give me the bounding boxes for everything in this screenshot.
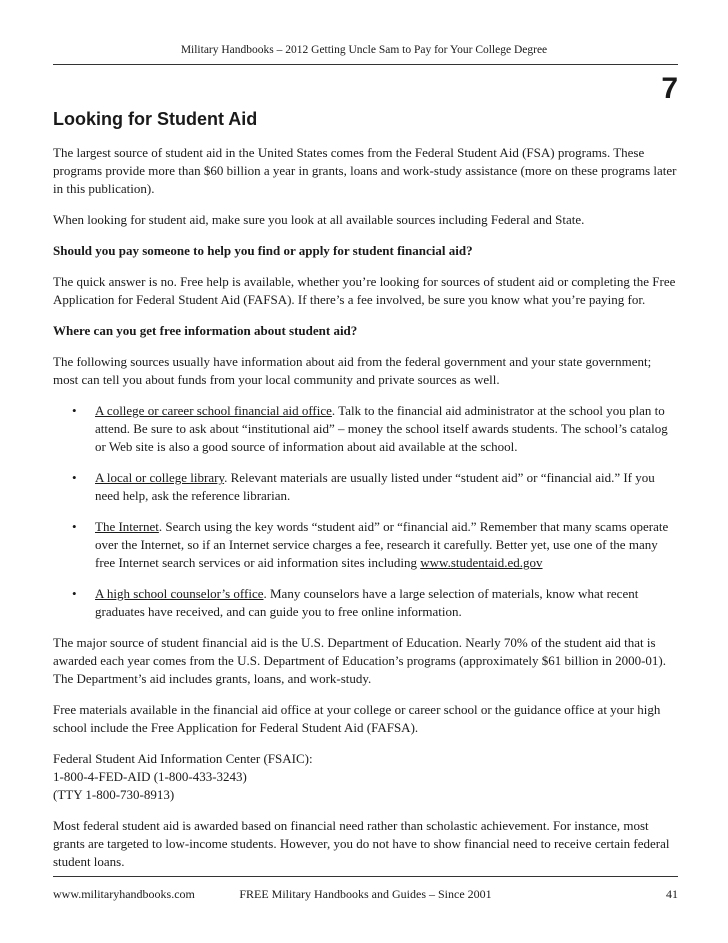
free-materials-paragraph: Free materials available in the financial aid office at your college or career school or the guidance office at your high school include the Free Application for Federal Student Aid (FAFSA). [53, 702, 661, 735]
body-content [53, 144, 678, 884]
aid-sources-list [53, 402, 678, 621]
list-item-text: . Search using the key words “student aid” or “financial aid.” Remember that many scams operate over the Internet, so if an Internet service charges a fee, research it carefully. Better yet, use one of the many free Internet search services or aid information sites including [95, 519, 669, 570]
footer-website: www.militaryhandbooks.com [53, 887, 195, 901]
sources-paragraph: When looking for student aid, make sure you look at all available sources including Federal and State. [53, 212, 585, 227]
financial-need-paragraph: Most federal student aid is awarded based on financial need rather than scholastic achievement. For instance, most grants are targeted to low-income students. However, you do not have to show financial need to receive certain federal student loans. [53, 818, 670, 869]
bullet-icon: • [72, 519, 77, 534]
fsaic-name: Federal Student Aid Information Center (FSAIC): [53, 751, 313, 766]
running-header: Military Handbooks – 2012 Getting Uncle Sam to Pay for Your College Degree [180, 44, 548, 56]
bullet-icon: • [72, 586, 77, 601]
list-item-text: . Many counselors have a large selection of materials, know what recent graduates have received, and can guide you to free online information. [95, 586, 639, 619]
fsaic-tty: (TTY 1-800-730-8913) [53, 787, 175, 802]
page-title: Looking for Student Aid [53, 109, 258, 129]
list-item-title: A local or college library [95, 470, 225, 485]
footer-tagline: FREE Military Handbooks and Guides – Since 2001 [239, 887, 492, 901]
list-item [53, 585, 678, 621]
list-item-text: . Relevant materials are usually listed under “student aid” or “financial aid.” If you need help, ask the reference librarian. [95, 470, 655, 503]
list-item-title: A college or career school financial aid office [95, 403, 332, 418]
list-item [53, 402, 678, 456]
chapter-number: 7 [661, 72, 678, 105]
page-number: 41 [666, 887, 678, 901]
intro-paragraph: The largest source of student aid in the United States comes from the Federal Student Aid (FSA) programs. These programs provide more than $60 billion a year in grants, loans and work-study assistance (more on these programs later in this publication). [53, 145, 677, 196]
footer-divider [53, 876, 678, 877]
list-item [53, 469, 678, 505]
fsaic-contact [53, 750, 678, 804]
page-footer [53, 886, 678, 902]
list-item-text: . Talk to the financial aid administrator at the school you plan to attend. Be sure to ask about “institutional aid” – money the school itself awards students. The school’s catalog or Web site is also a good source of information about aid available at the school. [95, 403, 668, 454]
bullet-icon: • [72, 470, 77, 485]
list-item [53, 518, 678, 572]
header-divider [53, 64, 678, 65]
question-heading: Where can you get free information about student aid? [53, 323, 358, 338]
list-item-title: A high school counselor’s office [95, 586, 264, 601]
fsaic-phone: 1-800-4-FED-AID (1-800-433-3243) [53, 769, 247, 784]
answer-paragraph: The following sources usually have information about aid from the federal government and your state government; most can tell you about funds from your local community and private sources as well. [53, 354, 652, 387]
bullet-icon: • [72, 403, 77, 418]
studentaid-link[interactable]: www.studentaid.ed.gov [420, 555, 543, 570]
answer-paragraph: The quick answer is no. Free help is available, whether you’re looking for sources of student aid or completing the Free Application for Federal Student Aid (FAFSA). If there’s a fee involved, be sure you know what you’re paying for. [53, 274, 676, 307]
question-heading: Should you pay someone to help you find or apply for student financial aid? [53, 243, 473, 258]
major-source-paragraph: The major source of student financial aid is the U.S. Department of Education. Nearly 70% of the student aid that is awarded each year comes from the U.S. Department of Education’s programs (approximately $61 billion in 2000-01). The Department’s aid includes grants, loans, and work-study. [53, 635, 666, 686]
list-item-title: The Internet [95, 519, 159, 534]
